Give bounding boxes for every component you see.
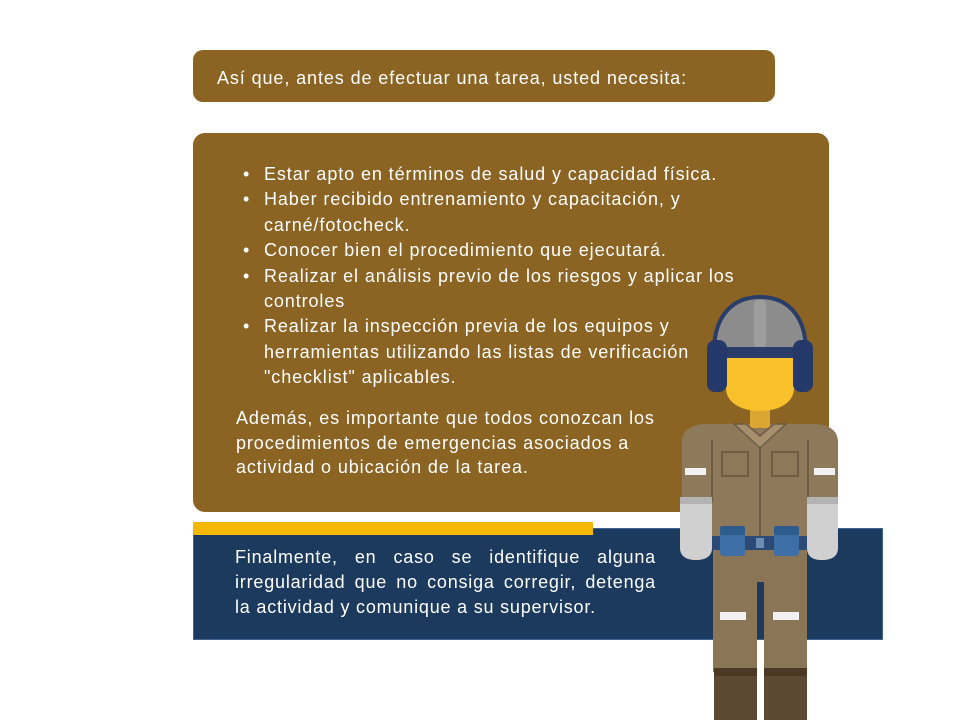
accent-bar [193, 522, 593, 535]
boots [714, 668, 807, 720]
face [726, 358, 794, 411]
requirement-item [264, 187, 784, 238]
emergency-note: Además, es importante que todos conozcan los procedimientos de emergencias asociados a actividad o ubicación de la tarea. [236, 408, 655, 477]
intro-text: Así que, antes de efectuar una tarea, usted necesita: [217, 68, 687, 88]
construction-worker-icon [670, 290, 845, 720]
intro-banner [193, 50, 775, 102]
final-note-line: irregularidad que no consiga corregir, detenga [235, 572, 656, 592]
final-note-line: Finalmente, en caso se identifique alguna [235, 547, 656, 567]
requirement-text: • Realizar el análisis previo de los riesgos y aplicar los controles [264, 265, 735, 312]
final-note-line: la actividad y comunique a su supervisor. [235, 597, 596, 617]
requirement-text: • Haber recibido entrenamiento y capacitación, y carné/fotocheck. [264, 189, 681, 235]
requirement-text: • Estar apto en términos de salud y capacidad física. [264, 164, 718, 184]
requirement-item [264, 162, 784, 187]
final-note-text [235, 545, 656, 620]
pants [713, 548, 807, 672]
requirement-item [264, 238, 784, 263]
requirement-text: • Conocer bien el procedimiento que ejecutará. [264, 240, 667, 261]
requirement-text: • Realizar la inspección previa de los equipos y herramientas utilizando las listas de verificación "checklist" aplicables. [264, 316, 690, 388]
